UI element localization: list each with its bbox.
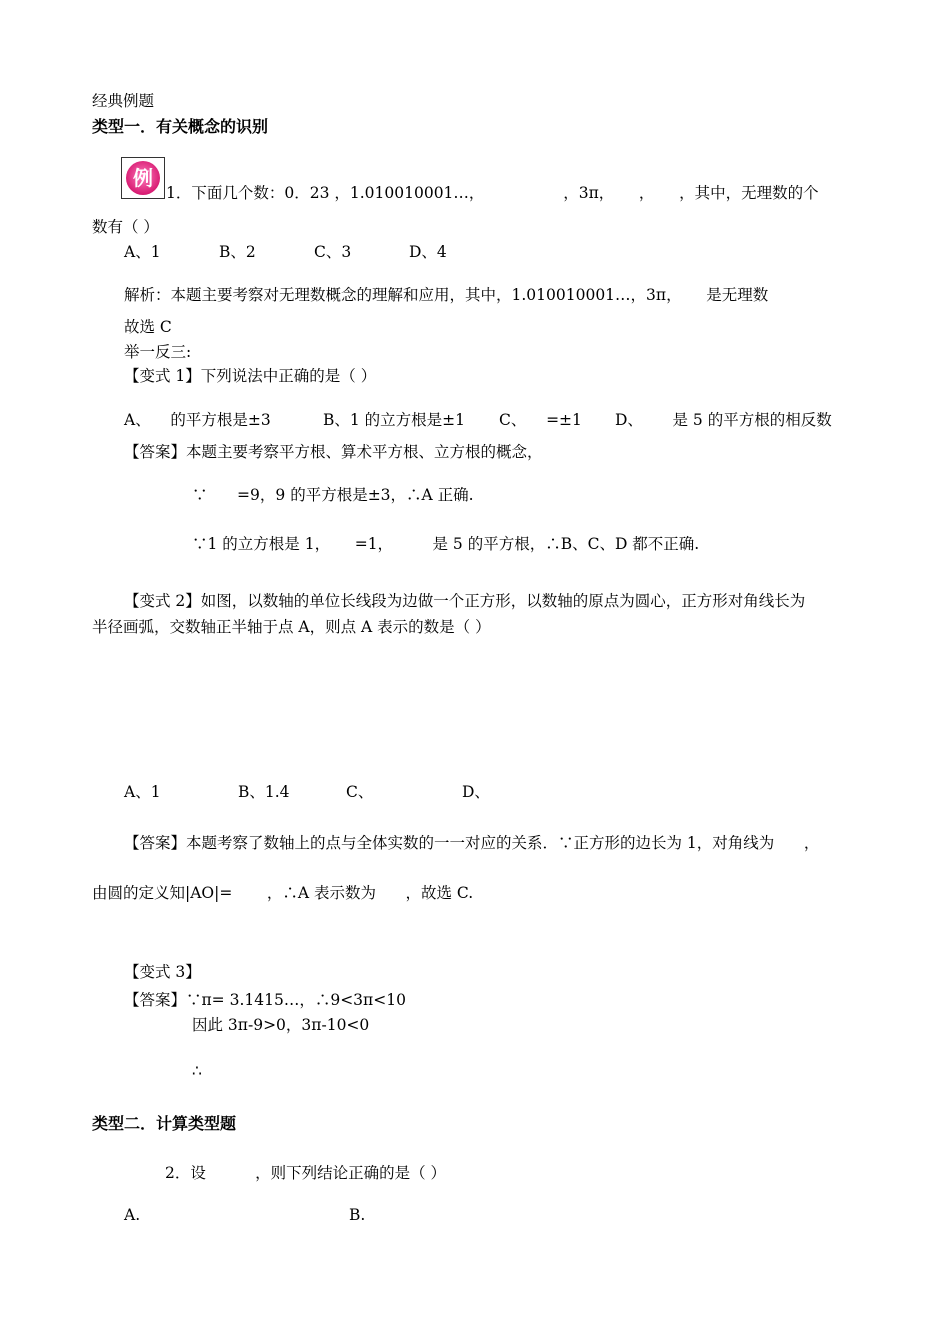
q1-line2: 数有（ ） xyxy=(92,218,159,236)
v2-line2: 半径画弧，交数轴正半轴于点 A，则点 A 表示的数是（ ） xyxy=(92,618,491,636)
v2-option-b: B、1.4 xyxy=(238,783,290,801)
v1-title: 【变式 1】下列说法中正确的是（ ） xyxy=(124,367,377,385)
practice-label: 举一反三: xyxy=(124,343,192,361)
example-badge-icon xyxy=(121,157,165,199)
q1-analysis: 解析：本题主要考察对无理数概念的理解和应用，其中，1.010010001…，3π， 是无理数 xyxy=(124,286,769,304)
v1-option-c: C、 =±1 xyxy=(499,411,582,429)
q2-option-b: B. xyxy=(349,1206,366,1224)
q1-option-d: D、4 xyxy=(409,243,447,261)
v1-option-b: B、1 的立方根是±1 xyxy=(323,411,466,429)
type1-title: 类型一．有关概念的识别 xyxy=(92,117,269,136)
section-heading: 经典例题 xyxy=(92,92,155,110)
v2-line1: 【变式 2】如图，以数轴的单位长线段为边做一个正方形，以数轴的原点为圆心，正方形对角线长为 xyxy=(124,592,806,610)
v3-title: 【变式 3】 xyxy=(124,963,201,981)
v2-answer2: 由圆的定义知|AO|= ，∴A 表示数为 ，故选 C. xyxy=(92,884,474,902)
q1-choice: 故选 C xyxy=(124,318,172,336)
type2-title: 类型二．计算类型题 xyxy=(92,1114,237,1133)
v2-answer1: 【答案】本题考察了数轴上的点与全体实数的一一对应的关系．∵正方形的边长为 1，对角线为 ， xyxy=(124,834,820,852)
v1-answer-line1: ∵ =9，9 的平方根是±3，∴A 正确. xyxy=(192,486,474,504)
q1-option-c: C、3 xyxy=(314,243,352,261)
v2-option-a: A、1 xyxy=(124,783,161,801)
v2-option-c: C、 xyxy=(346,783,374,801)
q1-option-b: B、2 xyxy=(219,243,256,261)
q2-line: 2．设 ，则下列结论正确的是（ ） xyxy=(165,1164,447,1182)
q2-option-a: A. xyxy=(124,1206,141,1224)
q1-line1: 1．下面几个数：0．23 ，1.010010001…， ，3π， ， ，其中，无理数的个 xyxy=(166,184,819,202)
v3-line1: 因此 3π-9>0，3π-10<0 xyxy=(192,1016,370,1034)
v1-answer-line2: ∵1 的立方根是 1， =1， 是 5 的平方根，∴B、C、D 都不正确. xyxy=(192,535,700,553)
example-glyph: 例 xyxy=(133,166,153,190)
v3-answer: 【答案】∵π= 3.1415…，∴9<3π<10 xyxy=(124,991,406,1009)
v2-option-d: D、 xyxy=(462,783,490,801)
q1-option-a: A、1 xyxy=(124,243,161,261)
v1-option-a: A、 的平方根是±3 xyxy=(124,411,271,429)
v1-option-d: D、 是 5 的平方根的相反数 xyxy=(615,411,832,429)
v3-line2: ∴ xyxy=(192,1062,202,1080)
v1-answer: 【答案】本题主要考察平方根、算术平方根、立方根的概念， xyxy=(124,443,543,461)
